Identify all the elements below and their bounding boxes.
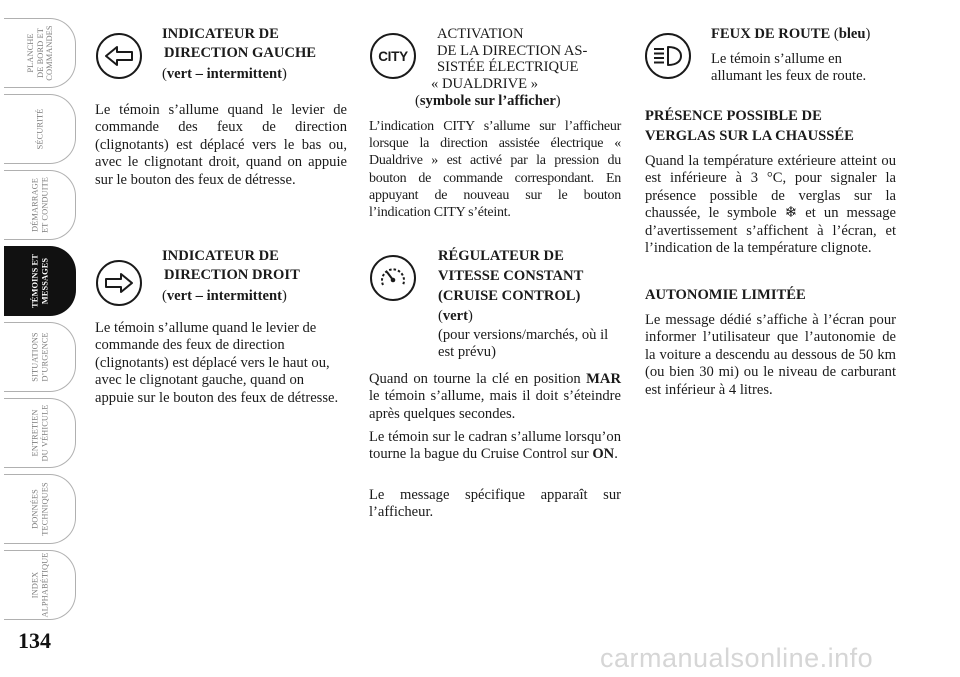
tab-temoins-messages[interactable] <box>4 246 76 316</box>
text-run: . <box>614 446 618 463</box>
right-indicator-title-1: INDICATEUR DE <box>162 248 279 264</box>
tab-demarrage[interactable] <box>4 170 76 240</box>
cruise-body-2 <box>369 429 621 464</box>
cruise-title-2: VITESSE CONSTANT <box>438 268 584 284</box>
title-text: FEUX DE ROUTE <box>711 26 831 42</box>
chapter-sidebar <box>0 0 80 677</box>
ice-body <box>645 153 896 257</box>
tab-label: TÉMOINS ET MESSAGES <box>30 254 49 308</box>
tab-label: INDEX ALPHABÉTIQUE <box>30 552 49 618</box>
right-indicator-color: (vert – intermittent) <box>162 288 287 304</box>
watermark: carmanualsonline.info <box>600 643 874 673</box>
tab-securite[interactable] <box>4 94 76 164</box>
tab-index[interactable] <box>4 550 76 620</box>
color-note: vert – intermittent <box>166 66 282 82</box>
text-run: Le témoin sur le cadran s’allume lorsqu’on tourne la bague du Cruise Control sur <box>369 429 621 463</box>
left-indicator-color: (vert – intermittent) <box>162 66 287 82</box>
high-beam-icon <box>645 33 691 79</box>
tab-planche-de-bord[interactable] <box>4 18 76 88</box>
tab-situations-urgence[interactable] <box>4 322 76 392</box>
cruise-body-3: Le message spécifique apparaît sur l’afficheur. <box>369 487 621 521</box>
text-run: Quand la température extérieure atteint ou est inférieure à 3 °C, pour signaler la présence possible de verglas sur la chaussée, le symbole <box>645 153 896 222</box>
key-position: MAR <box>586 371 621 387</box>
ice-title-1: PRÉSENCE POSSIBLE DE <box>645 108 822 124</box>
city-title-2: DE LA DIRECTION AS- <box>437 43 588 59</box>
color-note: vert <box>442 308 468 324</box>
city-icon-text: CITY <box>378 48 408 64</box>
tab-label: DONNÉES TECHNIQUES <box>30 482 49 536</box>
autonomy-body: Le message dédié s’affiche à l’écran pour informer l’utilisateur que l’autonomie de la voiture a descendu au dessous de 50 km (ou bien 30 mi) ou le niveau de carburant est inférieur à 4 litres. <box>645 312 896 398</box>
color-note: symbole sur l’afficher <box>419 93 556 109</box>
tab-label: SÉCURITÉ <box>34 108 44 150</box>
city-body: L’indication CITY s’allume sur l’afficheur lorsque la direction assistée électrique « Dualdrive » est activé par la pression du bouton de commande correspondant. En appuyant de nouveau sur le bouton l’indication CITY s’éteint. <box>369 119 621 221</box>
tab-label: SITUATIONS D’URGENCE <box>30 332 49 382</box>
left-turn-arrow-icon <box>96 33 142 79</box>
left-indicator-title-2: DIRECTION GAUCHE <box>164 45 317 61</box>
high-beam-title: FEUX DE ROUTE (bleu) <box>711 26 871 42</box>
tab-label: PLANCHE DE BORD ET COMMANDES <box>25 25 54 81</box>
cruise-availability: (pour versions/marchés, où il est prévu) <box>438 327 609 361</box>
city-icon <box>370 33 416 79</box>
city-title-1: ACTIVATION <box>437 26 524 42</box>
city-title-4: « DUALDRIVE » <box>431 76 539 92</box>
text-run: Quand on tourne la clé en position <box>369 371 587 387</box>
left-indicator-body: Le témoin s’allume quand le levier de commande des feux de direction (clignotants) est déplacé vers le bas ou, avec le clignotant droit, quand on appuie sur le bouton des feux de détresse. <box>95 102 347 188</box>
cruise-control-icon <box>370 255 416 301</box>
switch-state: ON <box>592 446 615 463</box>
cruise-title-1: RÉGULATEUR DE <box>438 248 564 264</box>
autonomy-title: AUTONOMIE LIMITÉE <box>645 287 806 303</box>
city-title-3: SISTÉE ÉLECTRIQUE <box>437 59 579 75</box>
color-note: vert – intermittent <box>166 288 282 304</box>
cruise-body-1 <box>369 371 621 423</box>
right-indicator-body: Le témoin s’allume quand le levier de commande des feux de direction (clignotants) est déplacé vers le haut ou, avec le clignotant gauche, quand on appuie sur le bouton des feux de détresse. <box>95 320 339 406</box>
left-indicator-title-1: INDICATEUR DE <box>162 26 279 42</box>
text-run: et un message d’avertissement s’affichent à l’écran, et l’indication de la température clignote. <box>645 205 896 257</box>
tab-label: DÉMARRAGE ET CONDUITE <box>30 176 49 234</box>
right-turn-arrow-icon <box>96 260 142 306</box>
tab-entretien[interactable] <box>4 398 76 468</box>
page-number: 134 <box>18 628 51 653</box>
text-run: le témoin s’allume, mais il doit s’éteindre après quelques secondes. <box>369 388 621 422</box>
cruise-color: (vert) <box>438 308 473 324</box>
ice-title-2: VERGLAS SUR LA CHAUSSÉE <box>645 128 854 144</box>
cruise-title-3: (CRUISE CONTROL) <box>438 288 581 304</box>
right-indicator-title-2: DIRECTION DROIT <box>164 267 300 283</box>
color-note: bleu <box>838 26 866 42</box>
high-beam-body: Le témoin s’allume en allumant les feux de route. <box>711 51 867 85</box>
city-color: (symbole sur l’afficher) <box>415 93 561 109</box>
tab-donnees-techniques[interactable] <box>4 474 76 544</box>
snowflake-icon: ❄ <box>784 205 798 222</box>
tab-label: ENTRETIEN DU VÉHICULE <box>30 404 49 462</box>
